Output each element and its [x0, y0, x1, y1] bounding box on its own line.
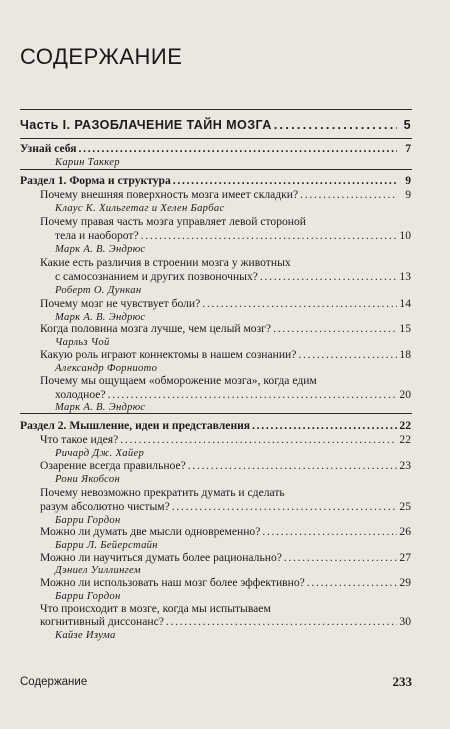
toc-entry[interactable] — [40, 459, 411, 473]
divider — [20, 138, 412, 139]
leader-dots — [141, 229, 397, 243]
toc-entry-author: Кайзе Изума — [55, 630, 116, 641]
toc-entry-title[interactable]: Почему невозможно прекратить думать и сделать — [40, 486, 285, 499]
toc-section-title: Раздел 1. Форма и структура — [20, 174, 171, 187]
toc-entry-know-yourself[interactable] — [20, 142, 411, 156]
toc-entry-author: Барри Гордон — [55, 515, 121, 526]
toc-entry-title: Можно ли думать две мысли одновременно? — [40, 525, 261, 538]
toc-entry-title: Когда половина мозга лучше, чем целый мозг? — [40, 322, 272, 335]
leader-dots — [260, 270, 397, 284]
leader-dots — [274, 118, 397, 132]
toc-entry-page: 23 — [399, 459, 411, 472]
toc-entry-title[interactable]: Почему правая часть мозга управляет левой стороной — [40, 215, 306, 228]
toc-entry-page: 25 — [399, 500, 411, 513]
leader-dots — [284, 551, 397, 565]
divider — [20, 169, 412, 170]
toc-entry-page: 30 — [399, 615, 411, 628]
leader-dots — [79, 142, 398, 156]
toc-entry-title-cont: тела и наоборот? — [55, 229, 139, 242]
toc-entry-title: Можно ли научиться думать более рационально? — [40, 551, 282, 564]
toc-section-1[interactable] — [20, 174, 411, 188]
toc-entry-title-cont: с самосознанием и других позвоночных? — [55, 270, 258, 283]
toc-entry-page: 26 — [399, 525, 411, 538]
toc-entry[interactable] — [55, 270, 411, 284]
toc-entry-title: Часть I. РАЗОБЛАЧЕНИЕ ТАЙН МОЗГА — [20, 118, 272, 132]
toc-entry-title: Почему внешняя поверхность мозга имеет складки? — [40, 188, 299, 201]
toc-entry-title: Что такое идея? — [40, 433, 119, 446]
toc-entry-author: Барри Гордон — [55, 591, 121, 602]
toc-entry-author: Марк А. В. Эндрюс — [55, 244, 146, 255]
toc-entry-page: 13 — [399, 270, 411, 283]
leader-dots — [262, 525, 397, 539]
toc-entry-page: 20 — [399, 388, 411, 401]
toc-entry[interactable] — [40, 615, 411, 629]
toc-entry-author: Рони Якобсон — [55, 474, 121, 485]
toc-section-2[interactable] — [20, 419, 411, 433]
toc-entry-page: 14 — [399, 297, 411, 310]
toc-entry[interactable] — [40, 348, 411, 362]
toc-entry[interactable] — [55, 388, 411, 402]
toc-entry-title: Почему мозг не чувствует боли? — [40, 297, 201, 310]
toc-entry-page: 22 — [399, 433, 411, 446]
toc-entry-author: Ричард Дж. Хайер — [55, 448, 145, 459]
toc-entry-title-cont: холодное? — [55, 388, 106, 401]
toc-entry-title[interactable]: Какие есть различия в строении мозга у животных — [40, 256, 291, 269]
toc-entry-author: Марк А. В. Эндрюс — [55, 402, 146, 413]
leader-dots — [202, 297, 397, 311]
toc-entry-page: 5 — [403, 118, 411, 132]
toc-entry-author: Александр Форниото — [55, 363, 158, 374]
toc-entry[interactable] — [40, 551, 411, 565]
toc-entry-title: Можно ли использовать наш мозг более эффективно? — [40, 576, 305, 589]
running-footer-title: Содержание — [20, 676, 88, 688]
toc-entry[interactable] — [40, 576, 411, 590]
toc-entry-author: Клаус К. Хильгетаг и Хелен Барбас — [55, 203, 225, 214]
toc-entry-title-cont: когнитивный диссонанс? — [40, 615, 164, 628]
leader-dots — [298, 348, 397, 362]
toc-entry-title[interactable]: Что происходит в мозге, когда мы испытываем — [40, 602, 271, 615]
toc-entry-title: Узнай себя — [20, 142, 77, 155]
toc-entry-title-cont: разум абсолютно чистым? — [40, 500, 170, 513]
toc-entry[interactable] — [55, 229, 411, 243]
toc-section-page: 9 — [405, 174, 411, 187]
toc-entry-part1[interactable] — [20, 118, 411, 132]
toc-entry-page: 7 — [405, 142, 411, 155]
leader-dots — [188, 459, 397, 473]
toc-entry[interactable] — [40, 322, 411, 336]
toc-entry-page: 15 — [399, 322, 411, 335]
leader-dots — [108, 388, 397, 402]
leader-dots — [252, 419, 397, 433]
toc-entry-page: 18 — [399, 348, 411, 361]
toc-entry-title: Какую роль играют коннектомы в нашем сознании? — [40, 348, 297, 361]
toc-entry[interactable] — [40, 500, 411, 514]
toc-entry-page: 10 — [399, 229, 411, 242]
page-number: 233 — [392, 674, 412, 689]
divider — [20, 109, 412, 110]
leader-dots — [300, 188, 397, 202]
toc-entry[interactable] — [40, 297, 411, 311]
toc-section-page: 22 — [399, 419, 411, 432]
toc-entry[interactable] — [40, 433, 411, 447]
toc-entry-author: Чарльз Чой — [55, 337, 110, 348]
page-heading: СОДЕРЖАНИЕ — [20, 44, 183, 69]
leader-dots — [172, 500, 397, 514]
toc-entry-title[interactable]: Почему мы ощущаем «обморожение мозга», когда едим — [40, 374, 317, 387]
leader-dots — [166, 615, 397, 629]
toc-entry-title: Озарение всегда правильное? — [40, 459, 186, 472]
toc-entry-author: Барри Л. Бейерстайн — [55, 540, 158, 551]
toc-entry-author: Дэниел Уиллингем — [55, 565, 141, 576]
toc-entry-page: 29 — [399, 576, 411, 589]
toc-entry[interactable] — [40, 188, 411, 202]
toc-entry-author: Карин Таккер — [55, 157, 120, 168]
toc-entry-page: 27 — [399, 551, 411, 564]
toc-entry-page: 9 — [405, 188, 411, 201]
toc-entry[interactable] — [40, 525, 411, 539]
leader-dots — [307, 576, 397, 590]
toc-entry-author: Марк А. В. Эндрюс — [55, 312, 146, 323]
leader-dots — [273, 322, 397, 336]
divider — [20, 413, 412, 414]
toc-section-title: Раздел 2. Мышление, идеи и представления — [20, 419, 251, 432]
leader-dots — [120, 433, 397, 447]
leader-dots — [173, 174, 397, 188]
toc-entry-author: Роберт О. Дункан — [55, 285, 142, 296]
